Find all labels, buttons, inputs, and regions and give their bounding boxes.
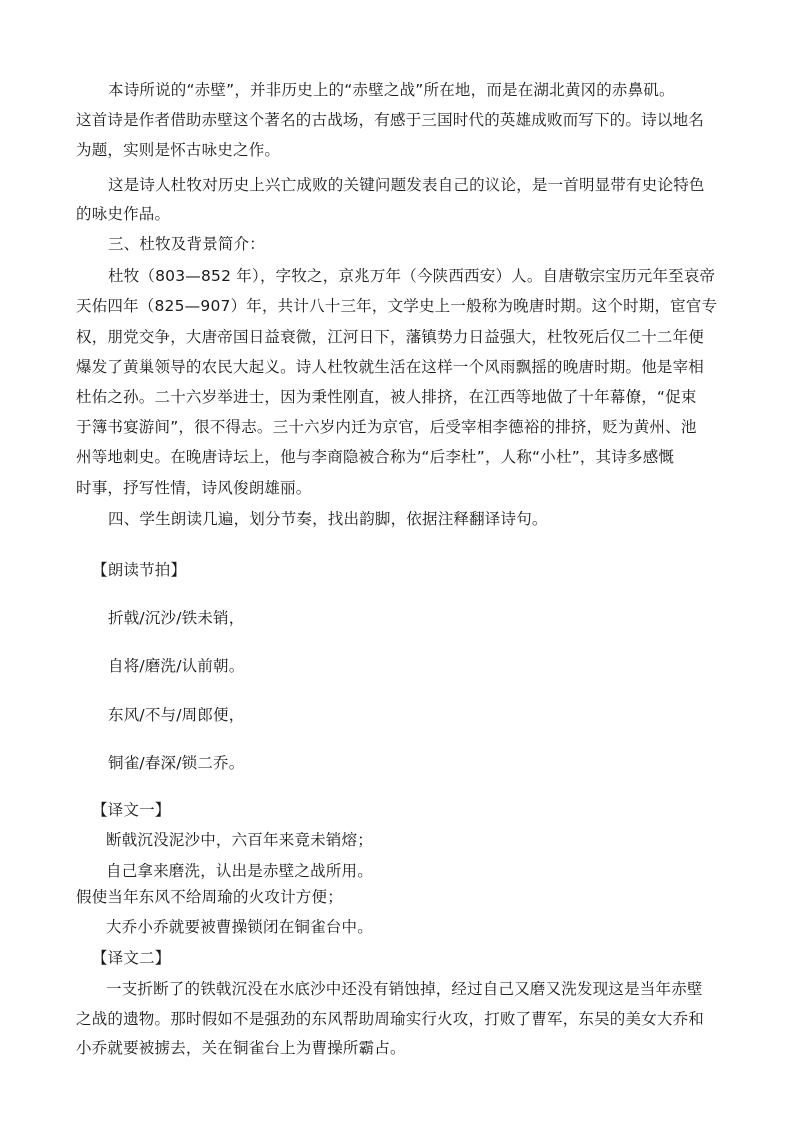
translation1-line-3: 假使当年东风不给周瑜的火攻计方便； (76, 888, 343, 906)
rhythm-line-1: 折戟/沉沙/铁未销， (108, 609, 245, 627)
rhythm-line-3: 东风/不与/周郎便， (108, 706, 245, 724)
translation2-line-2: 之战的遗物。那时假如不是强劲的东风帮助周瑜实行火攻，打败了曹军，东吴的美女大乔和 (76, 1010, 705, 1028)
section3-heading: 三、杜牧及背景简介： (108, 235, 266, 253)
section3-para-line-7: 州等地刺史。在晚唐诗坛上，他与李商隐被合称为“后李杜”，人称“小杜”，其诗多感慨 (76, 448, 675, 466)
translation1-line-1: 断戟沉没泥沙中，六百年来竟未销熔； (106, 831, 373, 849)
section4-heading: 四、学生朗读几遍，划分节奏，找出韵脚，依据注释翻译诗句。 (108, 510, 548, 528)
section3-para-line-8: 时事，抒写性情，诗风俊朗雄丽。 (76, 479, 312, 497)
intro-para2-line-1: 这是诗人杜牧对历史上兴亡成败的关键问题发表自己的议论，是一首明显带有史论特色 (108, 176, 705, 194)
intro-para1-line-1: 本诗所说的“赤壁”，并非历史上的“赤壁之战”所在地，而是在湖北黄冈的赤鼻矶。 (108, 81, 675, 99)
section3-para-line-5: 杜佑之孙。二十六岁举进士，因为秉性刚直，被人排挤，在江西等地做了十年幕僚，“促束 (76, 388, 697, 406)
section3-para-line-1: 杜牧（803—852 年），字牧之，京兆万年（今陕西西安）人。自唐敬宗宝历元年至哀帝 (108, 267, 716, 285)
intro-para2-line-2: 的咏史作品。 (76, 205, 171, 223)
section3-para-line-3: 权，朋党交争，大唐帝国日益衰微，江河日下，藩镇势力日益强大，杜牧死后仅二十二年便 (76, 328, 705, 346)
section3-para-line-6: 于簿书宴游间”，很不得志。三十六岁内迁为京官，后受宰相李德裕的排挤，贬为黄州、池 (76, 418, 697, 436)
rhythm-heading: 【朗读节拍】 (92, 561, 187, 579)
intro-para1-line-2: 这首诗是作者借助赤壁这个著名的古战场，有感于三国时代的英雄成败而写下的。诗以地名 (76, 111, 705, 129)
translation2-heading: 【译文二】 (92, 949, 171, 967)
section3-para-line-4: 爆发了黄巢领导的农民大起义。诗人杜牧就生活在这样一个风雨飘摇的晚唐时期。他是宰相 (76, 358, 705, 376)
translation2-line-3: 小乔就要被掳去，关在铜雀台上为曹操所霸占。 (76, 1039, 406, 1057)
translation1-line-4: 大乔小乔就要被曹操锁闭在铜雀台中。 (106, 918, 373, 936)
translation2-line-1: 一支折断了的铁戟沉没在水底沙中还没有销蚀掉，经过自己又磨又洗发现这是当年赤壁 (106, 980, 703, 998)
section3-para-line-2: 天佑四年（825—907）年，共计八十三年，文学史上一般称为晚唐时期。这个时期，宦官专 (76, 297, 718, 315)
rhythm-line-2: 自将/磨洗/认前朝。 (108, 657, 245, 675)
rhythm-line-4: 铜雀/春深/锁二乔。 (108, 754, 245, 772)
translation1-heading: 【译文一】 (92, 801, 171, 819)
intro-para1-line-3: 为题，实则是怀古咏史之作。 (76, 141, 281, 159)
translation1-line-2: 自己拿来磨洗，认出是赤壁之战所用。 (106, 862, 373, 880)
